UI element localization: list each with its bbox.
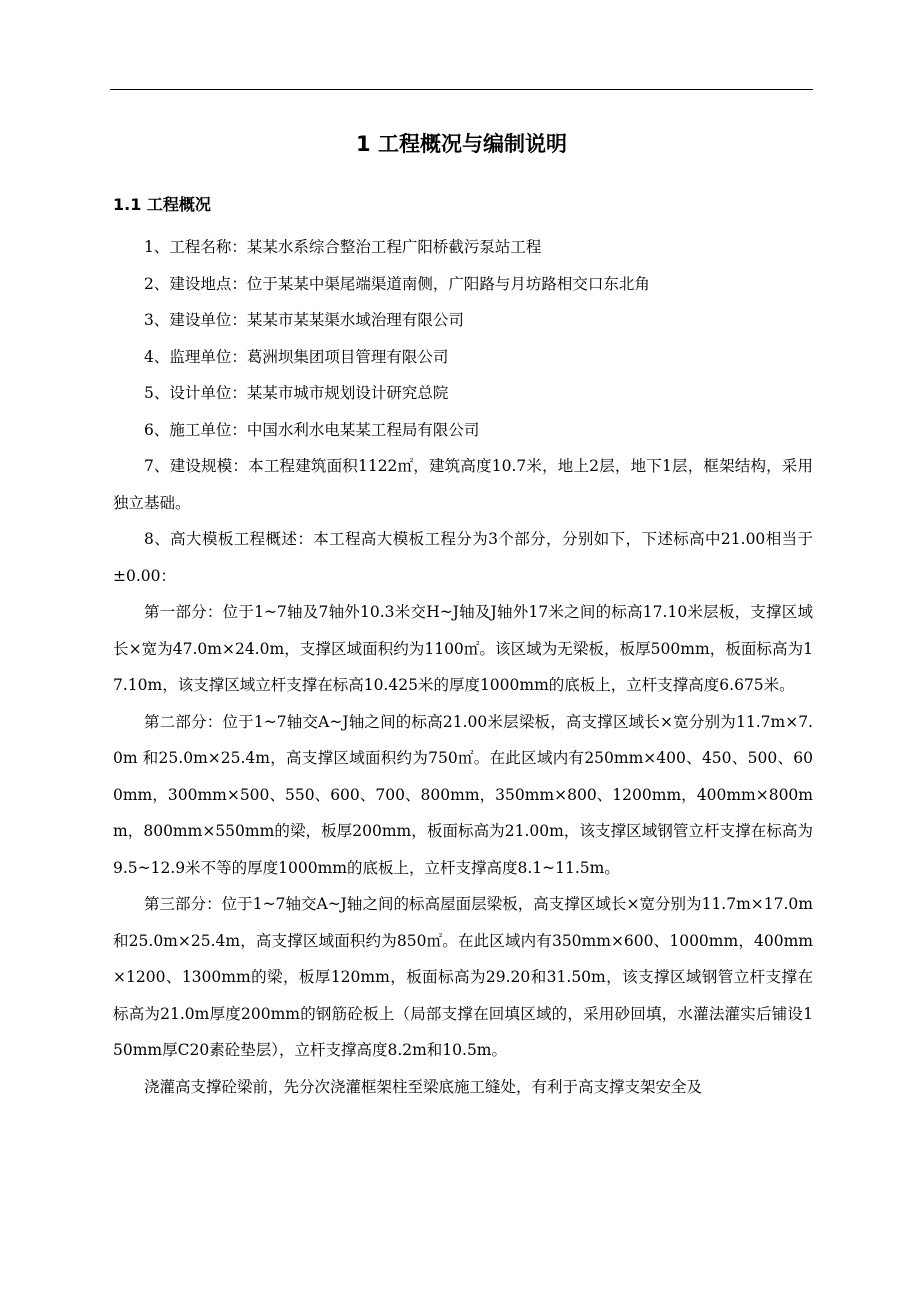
construction-scale-item: 7、建设规模：本工程建筑面积1122㎡，建筑高度10.7米，地上2层，地下1层，框架结构，采用独立基础。 [113, 457, 813, 512]
designer-item: 5、设计单位：某某市城市规划设计研究总院 [144, 384, 449, 402]
contractor-item: 6、施工单位：中国水利水电某某工程局有限公司 [144, 420, 480, 439]
header-rule [110, 89, 813, 90]
formwork-overview-item: 8、高大模板工程概述：本工程高大模板工程分为3个部分，分别如下，下述标高中21.00相当于±0.00： [113, 530, 813, 585]
project-name-item: 1、工程名称：某某水系综合整治工程广阳桥截污泵站工程 [144, 238, 542, 256]
owner-item: 3、建设单位：某某市某某渠水域治理有限公司 [144, 311, 464, 329]
supervisor-item: 4、监理单位：葛洲坝集团项目管理有限公司 [144, 347, 449, 366]
section-title: 1.1 工程概况 [113, 195, 211, 214]
part-three-paragraph: 第三部分：位于1~7轴交A~J轴之间的标高屋面层梁板，高支撑区域长×宽分别为11.7m×17.0m 和25.0m×25.4m，高支撑区域面积约为850㎡。在此区域内有350mm×600、1000mm，400mm×1200、1300mm的梁，板厚120mm，板面标高为29.20和31.50m，该支撑区域钢管立杆支撑在标高为21.0m厚度200mm的钢筋砼板上（局部支撑在回填区域的，采用砂回填，水灌法灌实后铺设150mm厚C20素砼垫层），立杆支撑高度8.2m和10.5m。 [113, 895, 813, 1059]
pouring-paragraph: 浇灌高支撑砼梁前，先分次浇灌框架柱至梁底施工缝处，有利于高支撑支架安全及 [144, 1077, 703, 1096]
chapter-title: 1 工程概况与编制说明 [356, 132, 567, 156]
body-text [113, 229, 813, 1105]
part-one-paragraph: 第一部分：位于1~7轴及7轴外10.3米交H~J轴及J轴外17米之间的标高17.10米层板，支撑区域长×宽为47.0m×24.0m，支撑区域面积约为1100㎡。该区域为无梁板，板厚500mm，板面标高为17.10m，该支撑区域立杆支撑在标高10.425米的厚度1000mm的底板上，立杆支撑高度6.675米。 [113, 603, 813, 694]
part-two-paragraph: 第二部分：位于1~7轴交A~J轴之间的标高21.00米层梁板，高支撑区域长×宽分别为11.7m×7.0m 和25.0m×25.4m，高支撑区域面积约为750㎡。在此区域内有250mm×400、450、500、600mm，300mm×500、550、600、700、800mm，350mm×800、1200mm，400mm×800mm，800mm×550mm的梁，板厚200mm，板面标高为21.00m，该支撑区域钢管立杆支撑在标高为9.5~12.9米不等的厚度1000mm的底板上，立杆支撑高度8.1~11.5m。 [113, 712, 813, 877]
construction-site-item: 2、建设地点：位于某某中渠尾端渠道南侧，广阳路与月坊路相交口东北角 [144, 274, 650, 293]
